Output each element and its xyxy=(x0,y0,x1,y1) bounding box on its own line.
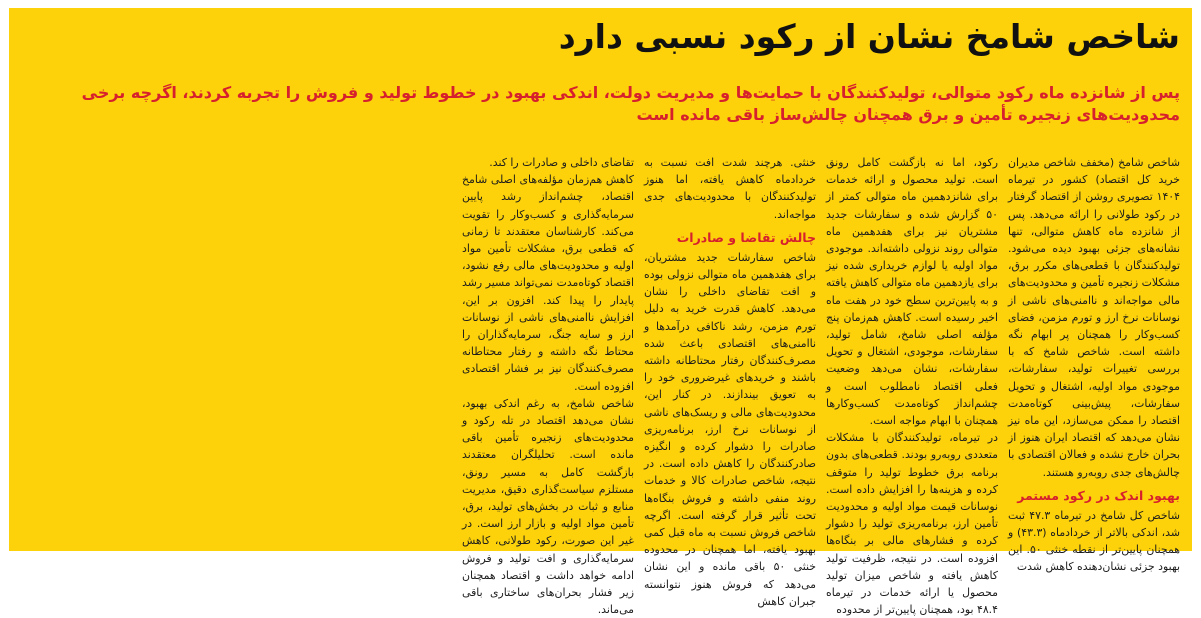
headline: شاخص شامخ نشان از رکود نسبی دارد xyxy=(558,17,1180,56)
lead-line-2: محدودیت‌های زنجیره تأمین و برق همچنان چالش‌ساز باقی مانده است xyxy=(636,105,1180,124)
column-2-paragraph-1: رکود، اما نه بازگشت کامل رونق است. تولید محصول و ارائه خدمات برای شانزدهمین ماه متوالی کمتر از ۵۰ گزارش شده و سفارشات جدید مشتریان نیز برای هفدهمین ماه متوالی روند نزولی داشته‌اند. موجودی مواد اولیه یا لوازم خریداری شده نیز برای یازدهمین ماه متوالی کاهش یافته و به پایین‌ترین سطح خود در هفت ماه اخیر رسیده است. کاهش هم‌زمان پنج مؤلفه اصلی شامخ، شامل تولید، سفارشات، موجودی، اشتغال و تحویل سفارشات، نشان می‌دهد وضعیت فعلی اقتصاد نامطلوب است و چشم‌انداز کوتاه‌مدت کسب‌وکارها همچنان با ابهام مواجه است. xyxy=(826,156,998,428)
column-1-paragraph-2: شاخص کل شامخ در تیرماه ۴۷.۳ ثبت شد، اندکی بالاتر از خردادماه (۴۳.۳) و همچنان پایین‌تر از نقطه خنثی ۵۰. این بهبود جزئی نشان‌دهنده کاهش شدت xyxy=(1008,508,1180,574)
column-1-paragraph-1: شاخص شامخ (مخفف شاخص مدیران خرید کل اقتصاد) کشور در تیرماه ۱۴۰۴ تصویری روشن از اقتصاد گرفتار در رکود طولانی را ارائه می‌دهد. پس از شانزده ماه کاهش متوالی، تنها نشانه‌های جزئی بهبود دیده می‌شود. تولیدکنندگان با قطعی‌های مکرر برق، مشکلات زنجیره تأمین و محدودیت‌های مالی مواجه‌اند و ناامنی‌های ناشی از نوسانات نرخ ارز و تورم مزمن، فضای کسب‌وکار را همچنان پر ابهام نگه داشته است. شاخص شامخ که با بررسی تغییرات تولید، سفارشات، موجودی مواد اولیه، اشتغال و تحویل سفارشات، پیش‌بینی کوتاه‌مدت اقتصاد را ممکن می‌سازد، این ماه نیز نشان می‌دهد که اقتصاد ایران هنوز از بحران خارج نشده و فعالان اقتصادی با چالش‌های جدی روبه‌رو هستند. xyxy=(1008,156,1180,479)
column-4-paragraph-2: کاهش هم‌زمان مؤلفه‌های اصلی شامخ اقتصاد، چشم‌انداز رشد پایین سرمایه‌گذاری و کسب‌وکار را تقویت می‌کند. کارشناسان معتقدند تا زمانی که قطعی برق، مشکلات تأمین مواد اولیه و محدودیت‌های مالی رفع نشود، اقتصاد کوتاه‌مدت نمی‌تواند مسیر رشد پایدار را پیدا کند. افزون بر این، افزایش ناامنی‌های ناشی از نوسانات ارز و سایه جنگ، سرمایه‌گذاران را محتاط نگه داشته و رفتار محتاطانه مصرف‌کنندگان نیز بر فشار اقتصادی افزوده است. xyxy=(462,173,634,393)
lead-line-1: پس از شانزده ماه رکود متوالی، تولیدکنندگان با حمایت‌ها و مدیریت دولت، اندکی بهبود در خطوط تولید و فروش را تجربه کردند، اگرچه برخی xyxy=(81,83,1180,102)
column-4 xyxy=(462,154,634,617)
column-3-paragraph-2: شاخص سفارشات جدید مشتریان، برای هفدهمین ماه متوالی نزولی بوده و افت تقاضای داخلی را نشان می‌دهد. کاهش قدرت خرید به دلیل تورم مزمن، رشد ناکافی درآمدها و ناامنی‌های اقتصادی باعث شده مصرف‌کنندگان رفتار محتاطانه داشته باشند و خریدهای غیرضروری خود را به تعویق بیندازند. در کنار این، محدودیت‌های مالی و ریسک‌های ناشی از نوسانات نرخ ارز، برنامه‌ریزی صادرات را دشوار کرده و انگیزه صادرکنندگان را کاهش داده است. در نتیجه، شاخص صادرات کالا و خدمات روند منفی داشته و فروش بنگاه‌ها تحت تأثیر قرار گرفته است. اگرچه شاخص فروش نسبت به ماه قبل کمی بهبود یافته، اما همچنان در محدوده خنثی ۵۰ باقی مانده و این نشان می‌دهد که فروش هنوز نتوانسته جبران کاهش xyxy=(644,250,816,608)
column-3-paragraph-1: خنثی. هرچند شدت افت نسبت به خردادماه کاهش یافته، اما هنوز تولیدکنندگان با محدودیت‌های جدی مواجه‌اند. xyxy=(644,156,816,221)
newspaper-page xyxy=(9,8,1192,617)
subheading-slight-improvement: بهبود اندک در رکود مستمر xyxy=(1017,487,1180,503)
subheading-demand-exports: چالش تقاضا و صادرات xyxy=(676,229,816,245)
column-3 xyxy=(644,154,816,608)
column-4-paragraph-3: شاخص شامخ، به رغم اندکی بهبود، نشان می‌دهد اقتصاد در تله رکود و محدودیت‌های زنجیره تأمین باقی مانده است. تحلیلگران معتقدند بازگشت کامل به مسیر رونق، مستلزم سیاست‌گذاری دقیق، مدیریت منابع و ثبات در بخش‌های تولید، برق، تأمین مواد اولیه و بازار ارز است. در غیر این صورت، رکود طولانی، کاهش سرمایه‌گذاری و افت تولید و فروش ادامه خواهد داشت و اقتصاد همچنان زیر فشار بحران‌های ساختاری باقی می‌ماند. xyxy=(462,396,634,617)
column-2-paragraph-2: در تیرماه، تولیدکنندگان با مشکلات متعددی روبه‌رو بودند. قطعی‌های بدون برنامه برق خطوط تولید را متوقف کرده و هزینه‌ها را افزایش داده است. نوسانات قیمت مواد اولیه و محدودیت تأمین ارز، برنامه‌ریزی تولید را دشوار کرده و فشارهای مالی بر بنگاه‌ها افزوده است. در نتیجه، ظرفیت تولید کاهش یافته و شاخص میزان تولید محصول یا ارائه خدمات در تیرماه ۴۸.۴ بود، همچنان پایین‌تر از محدوده xyxy=(826,431,998,617)
lead-paragraph xyxy=(30,82,1180,126)
column-4-paragraph-1: تقاضای داخلی و صادرات را کند. xyxy=(489,156,634,169)
column-1 xyxy=(1008,154,1180,574)
column-2 xyxy=(826,154,998,617)
